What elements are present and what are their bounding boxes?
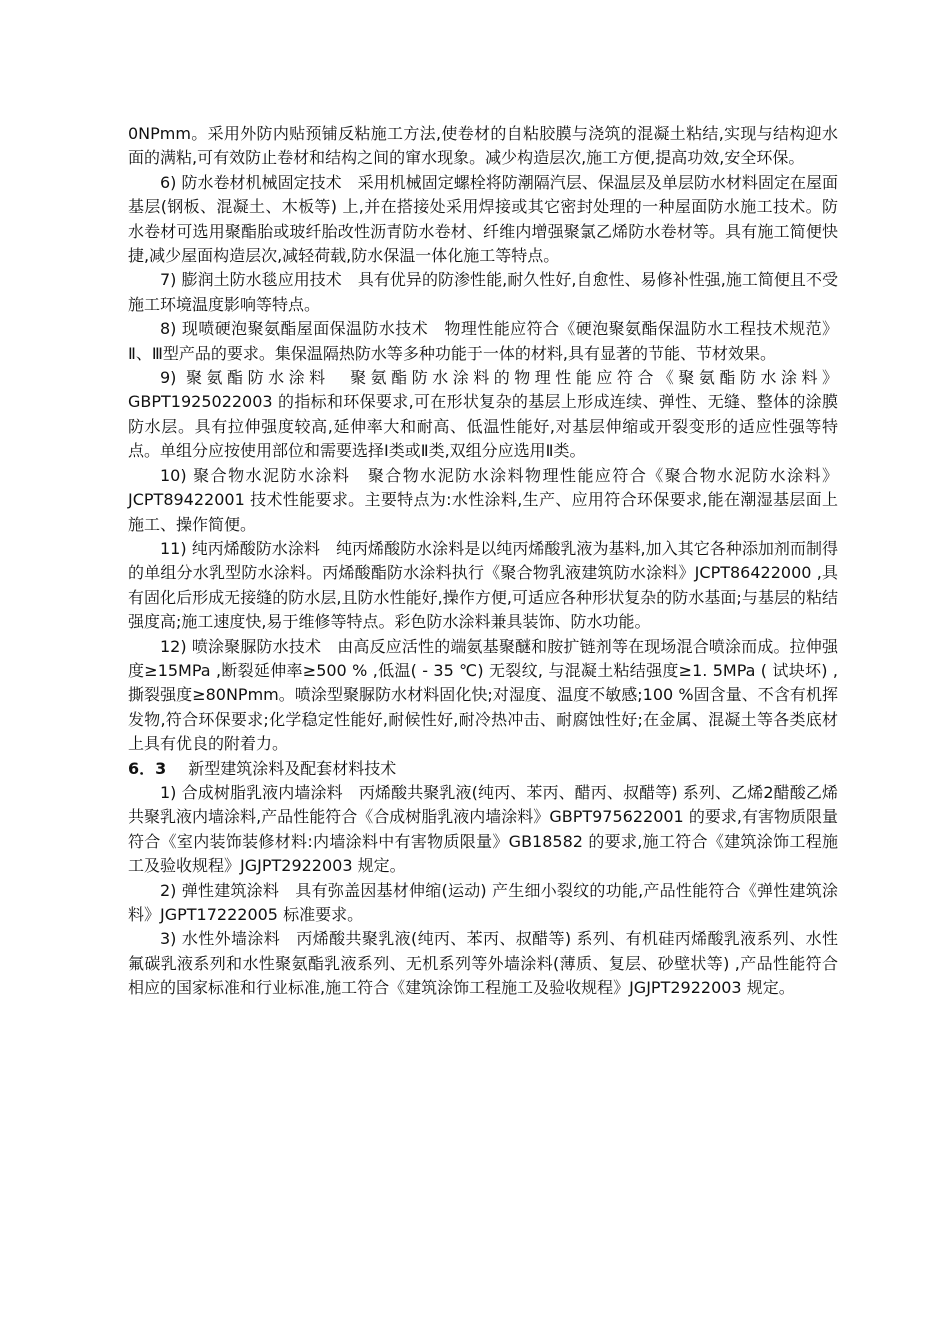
paragraph-section-item-1: 1) 合成树脂乳液内墙涂料 丙烯酸共聚乳液(纯丙、苯丙、醋丙、叔醋等) 系列、乙烯2醋酸乙烯共聚乳液内墙涂料,产品性能符合《合成树脂乳液内墙涂料》GBPT975622001 的要求,有害物质限量符合《室内装饰装修材料:内墙涂料中有害物质限量》GB18582 的要求,施工符合《建筑涂饰工程施工及验收规程》JGJPT2922003 规定。 — [128, 782, 838, 876]
section-title: 新型建筑涂料及配套材料技术 — [188, 758, 397, 778]
paragraph-item-10: 10) 聚合物水泥防水涂料 聚合物水泥防水涂料物理性能应符合《聚合物水泥防水涂料》JCPT89422001 技术性能要求。主要特点为:水性涂料,生产、应用符合环保要求,能在潮湿基层面上施工、操作简便。 — [128, 465, 838, 534]
paragraph-section-item-2: 2) 弹性建筑涂料 具有弥盖因基材伸缩(运动) 产生细小裂纹的功能,产品性能符合《弹性建筑涂料》JGPT17222005 标准要求。 — [128, 880, 838, 924]
document-page — [128, 122, 838, 1001]
paragraph-item-7: 7) 膨润土防水毯应用技术 具有优异的防渗性能,耐久性好,自愈性、易修补性强,施工简便且不受施工环境温度影响等特点。 — [128, 270, 838, 314]
paragraph-section-item-3: 3) 水性外墙涂料 丙烯酸共聚乳液(纯丙、苯丙、叔醋等) 系列、有机硅丙烯酸乳液系列、水性氟碳乳液系列和水性聚氨酯乳液系列、无机系列等外墙涂料(薄质、复层、砂壁状等) ,产品性能符合相应的国家标准和行业标准,施工符合《建筑涂饰工程施工及验收规程》JGJPT2922003 规定。 — [128, 929, 838, 998]
paragraph-item-12: 12) 喷涂聚脲防水技术 由高反应活性的端氨基聚醚和胺扩链剂等在现场混合喷涂而成。拉伸强度≥15MPa ,断裂延伸率≥500 % ,低温( - 35 ℃) 无裂纹, 与混凝土粘结强度≥1. 5MPa ( 试块坏) , 撕裂强度≥80NPmm。喷涂型聚脲防水材料固化快;对湿度、温度不敏感;100 %固含量、不含有机挥发物,符合环保要求;化学稳定性能好,耐候性好,耐冷热冲击、耐腐蚀性好;在金属、混凝土等各类底材上具有优良的附着力。 — [128, 636, 838, 754]
section-number: 6．3 — [128, 758, 167, 778]
section-heading — [128, 757, 838, 781]
paragraph-continuation: 0NPmm。采用外防内贴预铺反粘施工方法,使卷材的自粘胶膜与浇筑的混凝土粘结,实现与结构迎水面的满粘,可有效防止卷材和结构之间的窜水现象。减少构造层次,施工方便,提高功效,安全环保。 — [128, 124, 838, 168]
paragraph-item-6: 6) 防水卷材机械固定技术 采用机械固定螺栓将防潮隔汽层、保温层及单层防水材料固定在屋面基层(钢板、混凝土、木板等) 上,并在搭接处采用焊接或其它密封处理的一种屋面防水施工技术。防水卷材可选用聚酯胎或玻纤胎改性沥青防水卷材、纤维内增强聚氯乙烯防水卷材等。具有施工简便快捷,减少屋面构造层次,减轻荷载,防水保温一体化施工等特点。 — [128, 172, 838, 266]
paragraph-item-11: 11) 纯丙烯酸防水涂料 纯丙烯酸防水涂料是以纯丙烯酸乳液为基料,加入其它各种添加剂而制得的单组分水乳型防水涂料。丙烯酸酯防水涂料执行《聚合物乳液建筑防水涂料》JCPT86422000 ,具有固化后形成无接缝的防水层,且防水性能好,操作方便,可适应各种形状复杂的防水基面;与基层的粘结强度高;施工速度快,易于维修等特点。彩色防水涂料兼具装饰、防水功能。 — [128, 538, 838, 632]
paragraph-item-9: 9) 聚氨酯防水涂料 聚氨酯防水涂料的物理性能应符合《聚氨酯防水涂料》GBPT1925022003 的指标和环保要求,可在形状复杂的基层上形成连续、弹性、无缝、整体的涂膜防水层。具有拉伸强度较高,延伸率大和耐高、低温性能好,对基层伸缩或开裂变形的适应性强等特点。单组分应按使用部位和需要选择Ⅰ类或Ⅱ类,双组分应选用Ⅱ类。 — [128, 368, 838, 461]
paragraph-item-8: 8) 现喷硬泡聚氨酯屋面保温防水技术 物理性能应符合《硬泡聚氨酯保温防水工程技术规范》Ⅱ、Ⅲ型产品的要求。集保温隔热防水等多种功能于一体的材料,具有显著的节能、节材效果。 — [128, 319, 838, 363]
